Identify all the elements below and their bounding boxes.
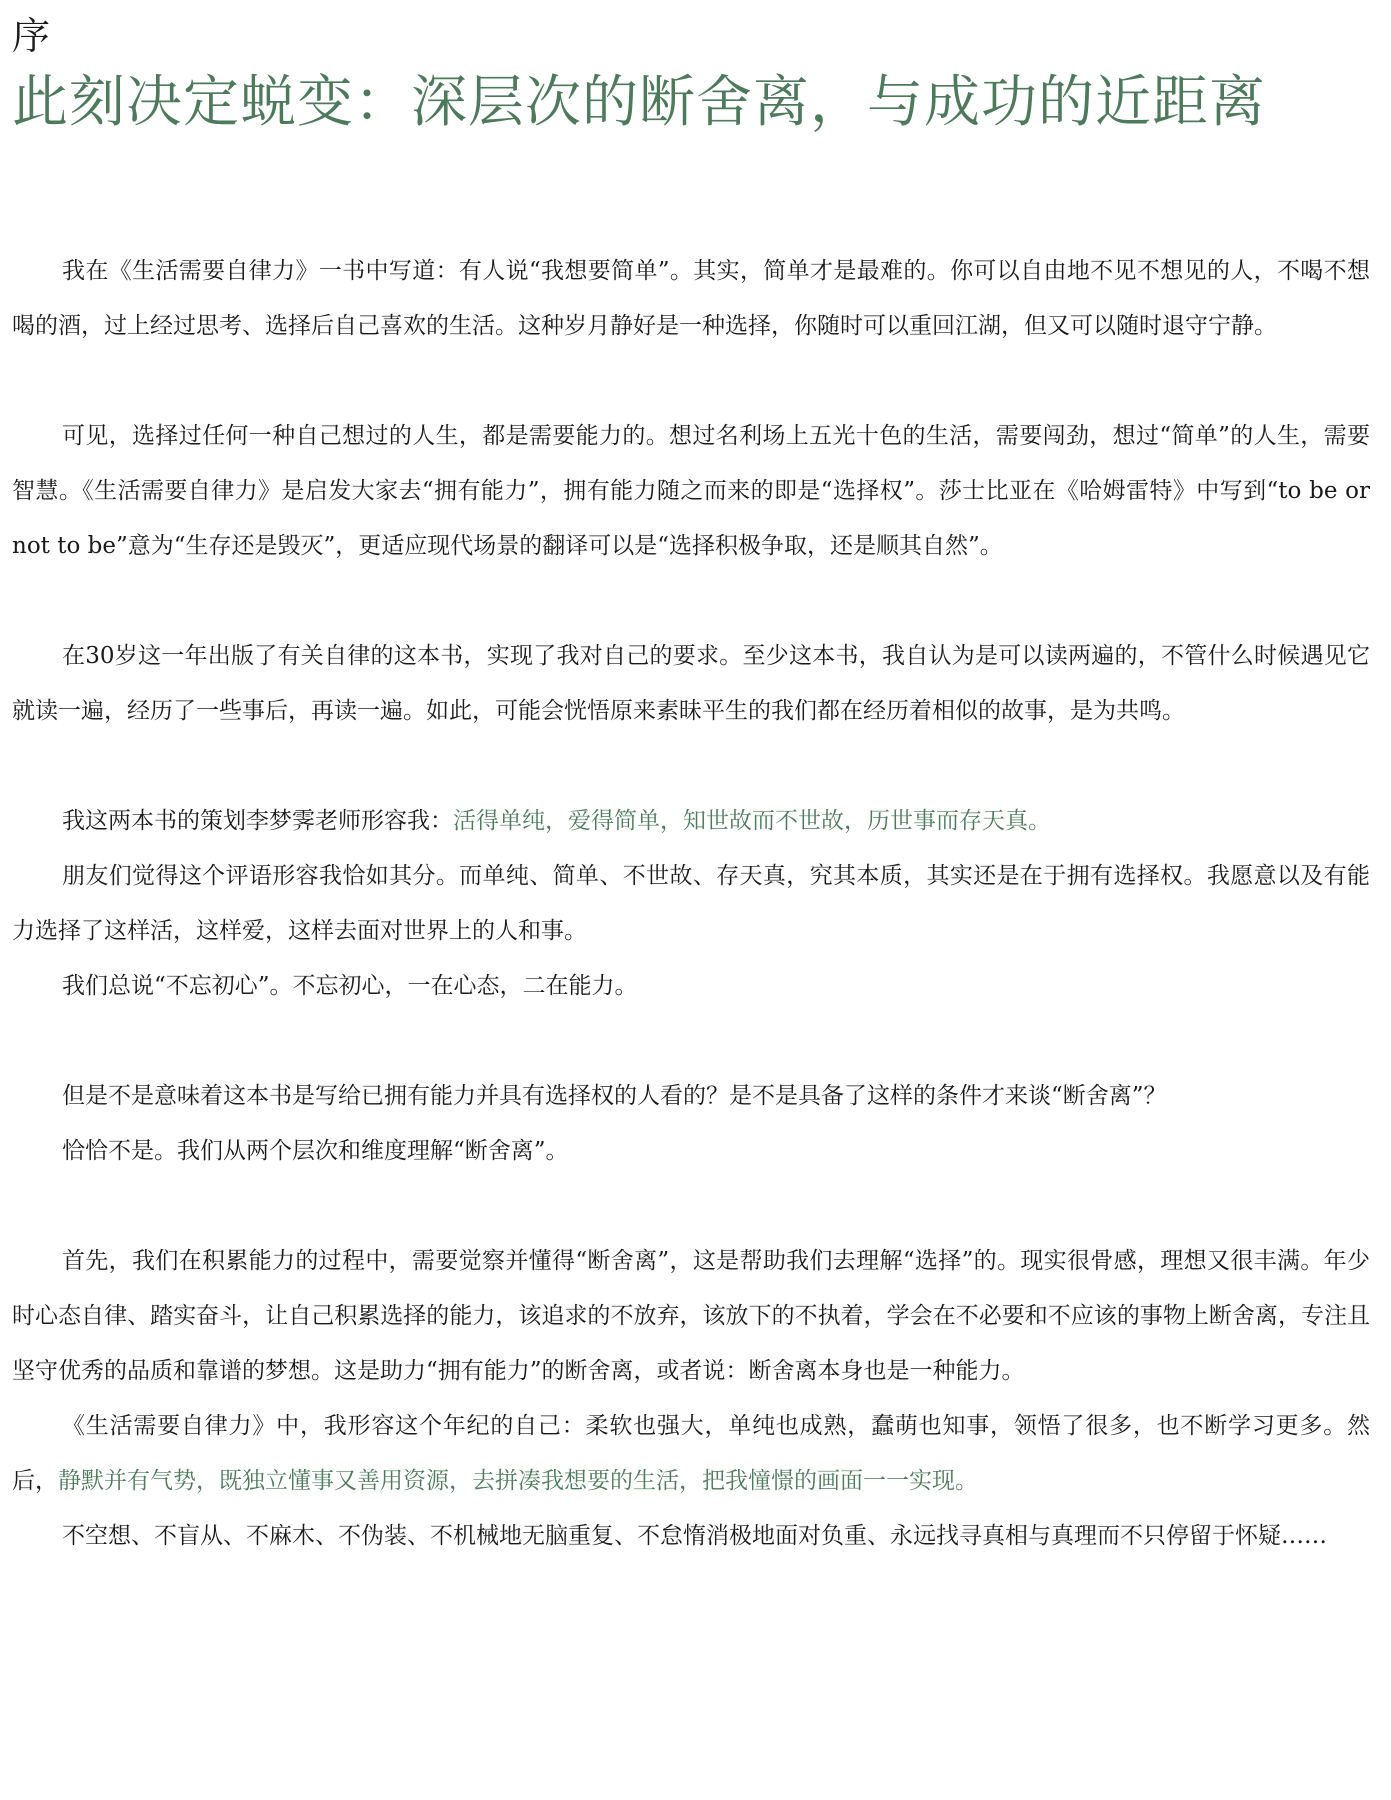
section-label: 序 [12,14,51,58]
paragraph-6: 我们总说“不忘初心”。不忘初心，一在心态，二在能力。 [62,973,638,999]
highlight-quote-2: 静默并有气势，既独立懂事又善用资源，去拼凑我想要的生活，把我憧憬的画面一一实现。 [58,1468,978,1494]
paragraph-2: 可见，选择过任何一种自己想过的人生，都是需要能力的。想过名利场上五光十色的生活，需要闯劲，想过“简单”的人生，需要智慧。《生活需要自律力》是启发大家去“拥有能力”，拥有能力随之而来的即是“选择权”。莎士比亚在《哈姆雷特》中写到“to be or not to be”意为“生存还是毁灭”，更适应现代场景的翻译可以是“选择积极争取，还是顺其自然”。 [12,423,1370,559]
paragraph-7: 但是不是意味着这本书是写给已拥有能力并具有选择权的人看的？是不是具备了这样的条件才来谈“断舍离”？ [62,1083,1167,1109]
paragraph-8: 恰恰不是。我们从两个层次和维度理解“断舍离”。 [62,1138,569,1164]
page-title: 此刻决定蜕变：深层次的断舍离，与成功的近距离 [12,70,1266,135]
body-text [12,244,1370,1564]
paragraph-4 [12,794,1370,849]
paragraph-9: 首先，我们在积累能力的过程中，需要觉察并懂得“断舍离”，这是帮助我们去理解“选择”的。现实很骨感，理想又很丰满。年少时心态自律、踏实奋斗，让自己积累选择的能力，该追求的不放弃，该放下的不执着，学会在不必要和不应该的事物上断舍离，专注且坚守优秀的品质和靠谱的梦想。这是助力“拥有能力”的断舍离，或者说：断舍离本身也是一种能力。 [12,1248,1370,1384]
paragraph-3: 在30岁这一年出版了有关自律的这本书，实现了我对自己的要求。至少这本书，我自认为是可以读两遍的，不管什么时候遇见它就读一遍，经历了一些事后，再读一遍。如此，可能会恍悟原来素昧平生的我们都在经历着相似的故事，是为共鸣。 [12,643,1370,724]
paragraph-10 [12,1399,1370,1509]
paragraph-1: 我在《生活需要自律力》一书中写道：有人说“我想要简单”。其实，简单才是最难的。你可以自由地不见不想见的人，不喝不想喝的酒，过上经过思考、选择后自己喜欢的生活。这种岁月静好是一种选择，你随时可以重回江湖，但又可以随时退守宁静。 [12,258,1370,339]
paragraph-10-lead: 《生活需要自律力》中，我形容这个年纪的自己：柔软也强大，单纯也成熟，蠢萌也知事，领悟了很多，也不断学习更多。然后， [12,1413,1370,1494]
highlight-quote-1: 活得单纯，爱得简单，知世故而不世故，历世事而存天真。 [453,808,1051,834]
paragraph-5: 朋友们觉得这个评语形容我恰如其分。而单纯、简单、不世故、存天真，究其本质，其实还是在于拥有选择权。我愿意以及有能力选择了这样活，这样爱，这样去面对世界上的人和事。 [12,863,1370,944]
paragraph-4-lead: 我这两本书的策划李梦霁老师形容我： [62,808,453,834]
paragraph-11: 不空想、不盲从、不麻木、不伪装、不机械地无脑重复、不怠惰消极地面对负重、永远找寻真相与真理而不只停留于怀疑…… [62,1523,1327,1549]
